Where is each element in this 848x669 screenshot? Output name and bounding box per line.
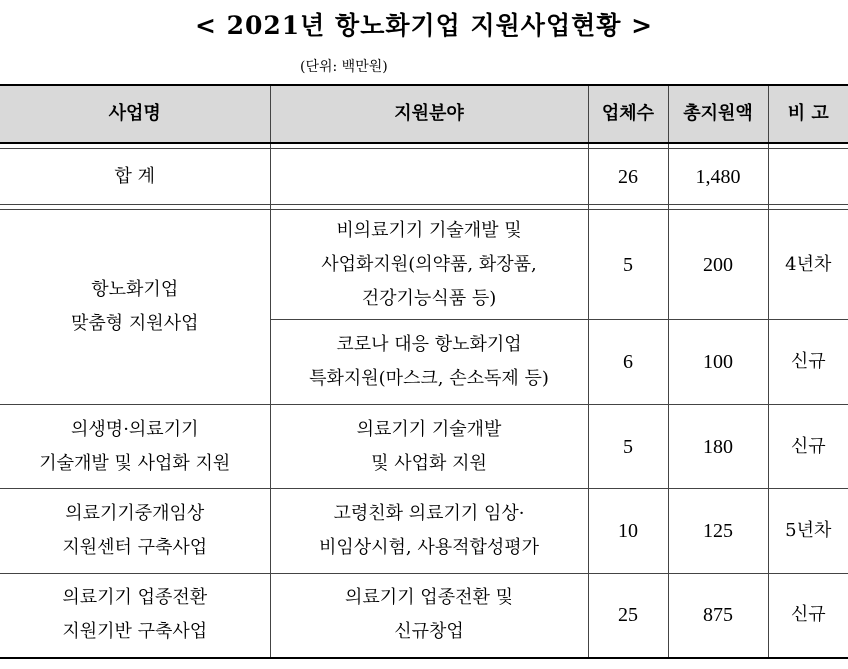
support-field: 의료기기 업종전환 및 신규창업 (270, 574, 588, 658)
note: 4년차 (768, 210, 848, 320)
total-field (270, 149, 588, 205)
support-amount: 125 (668, 489, 768, 574)
support-amount: 200 (668, 210, 768, 320)
total-note (768, 149, 848, 205)
support-field: 고령친화 의료기기 임상· 비임상시험, 사용적합성평가 (270, 489, 588, 574)
total-companies: 26 (588, 149, 668, 205)
company-count: 5 (588, 405, 668, 489)
company-count: 6 (588, 320, 668, 405)
company-count: 10 (588, 489, 668, 574)
support-amount: 180 (668, 405, 768, 489)
support-field: 비의료기기 기술개발 및 사업화지원(의약품, 화장품, 건강기능식품 등) (270, 210, 588, 320)
program-name: 항노화기업 맞춤형 지원사업 (0, 210, 270, 405)
program-name: 의료기기중개임상 지원센터 구축사업 (0, 489, 270, 574)
note: 5년차 (768, 489, 848, 574)
support-amount: 100 (668, 320, 768, 405)
note: 신규 (768, 320, 848, 405)
total-amount: 1,480 (668, 149, 768, 205)
header-row (0, 85, 848, 143)
support-field: 의료기기 기술개발 및 사업화 지원 (270, 405, 588, 489)
note: 신규 (768, 405, 848, 489)
page-title: < 2021년 항노화기업 지원사업현황 > (194, 11, 654, 40)
table-row (0, 210, 848, 320)
company-count: 5 (588, 210, 668, 320)
header-companies: 업체수 (588, 85, 668, 143)
header-total: 총지원액 (668, 85, 768, 143)
header-note: 비 고 (768, 85, 848, 143)
table-row (0, 574, 848, 658)
table-row (0, 405, 848, 489)
program-name: 의생명·의료기기 기술개발 및 사업화 지원 (0, 405, 270, 489)
support-amount: 875 (668, 574, 768, 658)
unit-note: (단위: 백만원) (300, 59, 388, 75)
company-count: 25 (588, 574, 668, 658)
total-row (0, 149, 848, 205)
header-program: 사업명 (0, 85, 270, 143)
note: 신규 (768, 574, 848, 658)
table-row (0, 489, 848, 574)
support-table (0, 84, 848, 659)
support-field: 코로나 대응 항노화기업 특화지원(마스크, 손소독제 등) (270, 320, 588, 405)
header-field: 지원분야 (270, 85, 588, 143)
total-label: 합 계 (0, 149, 270, 205)
program-name: 의료기기 업종전환 지원기반 구축사업 (0, 574, 270, 658)
